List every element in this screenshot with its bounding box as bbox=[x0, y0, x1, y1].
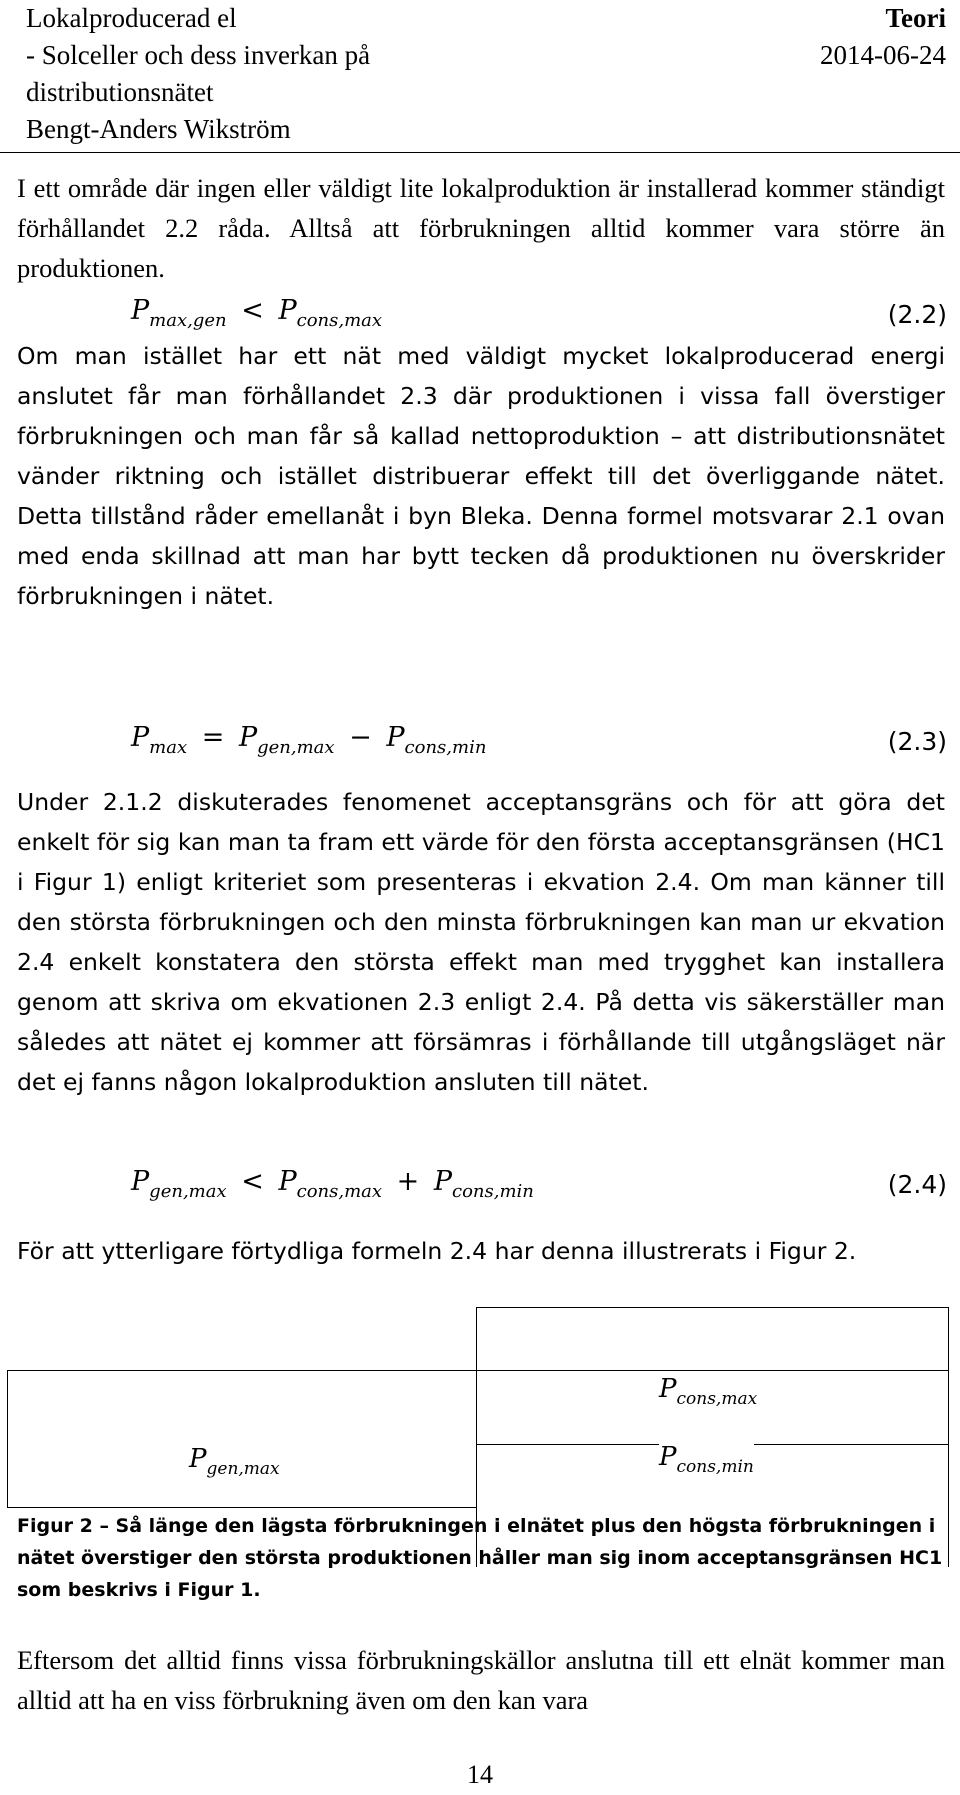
header-right bbox=[820, 0, 946, 74]
gen-max-label: $P_{gen,max}$ bbox=[189, 1444, 280, 1479]
paragraph-1: I ett område där ingen eller väldigt lite lokalproduktion är installerad kommer ständigt förhållandet 2.2 råda. Alltså att förbrukningen alltid kommer vara större än produktionen. bbox=[17, 173, 945, 283]
section-title: Teori bbox=[885, 3, 946, 33]
equation-number: (2.3) bbox=[887, 727, 947, 756]
paragraph-5: Eftersom det alltid finns vissa förbrukningskällor anslutna till ett elnät kommer man alltid att ha en viss förbrukning även om den kan vara bbox=[17, 1645, 945, 1715]
page-number: 14 bbox=[467, 1760, 493, 1789]
cons-max-label: $P_{cons,max}$ bbox=[659, 1374, 758, 1409]
header-line: - Solceller och dess inverkan på bbox=[26, 40, 371, 70]
paragraph-3: Under 2.1.2 diskuterades fenomenet acceptansgräns och för att göra det enkelt för sig kan man ta fram ett värde för den första acceptansgränsen (HC1 i Figur 1) enligt kriteriet som presenteras i ekvation 2.4. Om man känner till den största förbrukningen och den minsta förbrukningen kan man ur ekvation 2.4 enkelt konstatera den största effekt man med trygghet kan installera genom att skriva om ekvationen 2.3 enligt 2.4. På detta vis säkerställer man således att nätet ej kommer att försämras i förhållande till utgångsläget när det ej fanns någon lokalproduktion ansluten till nätet. bbox=[17, 788, 945, 1096]
header-rule bbox=[0, 152, 960, 153]
cons-min-label: $P_{cons,min}$ bbox=[659, 1442, 754, 1477]
header-line: Bengt-Anders Wikström bbox=[26, 114, 291, 144]
equation-number: (2.2) bbox=[887, 300, 947, 329]
header-line: distributionsnätet bbox=[26, 77, 214, 107]
figure-divider-vertical bbox=[476, 1370, 477, 1508]
paragraph-4: För att ytterligare förtydliga formeln 2.4 har denna illustrerats i Figur 2. bbox=[17, 1237, 857, 1265]
equation-2-4: $P_{gen,max} < P_{cons,max} + P_{cons,min}$ bbox=[131, 1166, 534, 1202]
page-header bbox=[0, 0, 960, 152]
equation-2-3: $P_{max} = P_{gen,max} - P_{cons,min}$ bbox=[131, 722, 487, 758]
header-date: 2014-06-24 bbox=[820, 40, 946, 70]
header-line: Lokalproducerad el bbox=[26, 3, 237, 33]
paragraph-2: Om man istället har ett nät med väldigt mycket lokalproducerad energi anslutet får man förhållandet 2.3 där produktionen i vissa fall överstiger förbrukningen och man får så kallad nettoproduktion – att distributionsnätet vänder riktning och istället distribuerar effekt till det överliggande nätet. Detta tillstånd råder emellanåt i byn Bleka. Denna formel motsvarar 2.1 ovan med enda skillnad att man har bytt tecken då produktionen nu överskrider förbrukningen i nätet. bbox=[17, 342, 945, 610]
equation-number: (2.4) bbox=[887, 1170, 947, 1199]
figure-caption: Figur 2 – Så länge den lägsta förbrukningen i elnätet plus den högsta förbrukningen i nätet överstiger den största produktionen håller man sig inom acceptansgränsen HC1 som beskrivs i Figur 1. bbox=[17, 1515, 943, 1601]
equation-2-2: $P_{max,gen} < P_{cons,max}$ bbox=[131, 295, 383, 331]
header-left bbox=[26, 0, 370, 148]
